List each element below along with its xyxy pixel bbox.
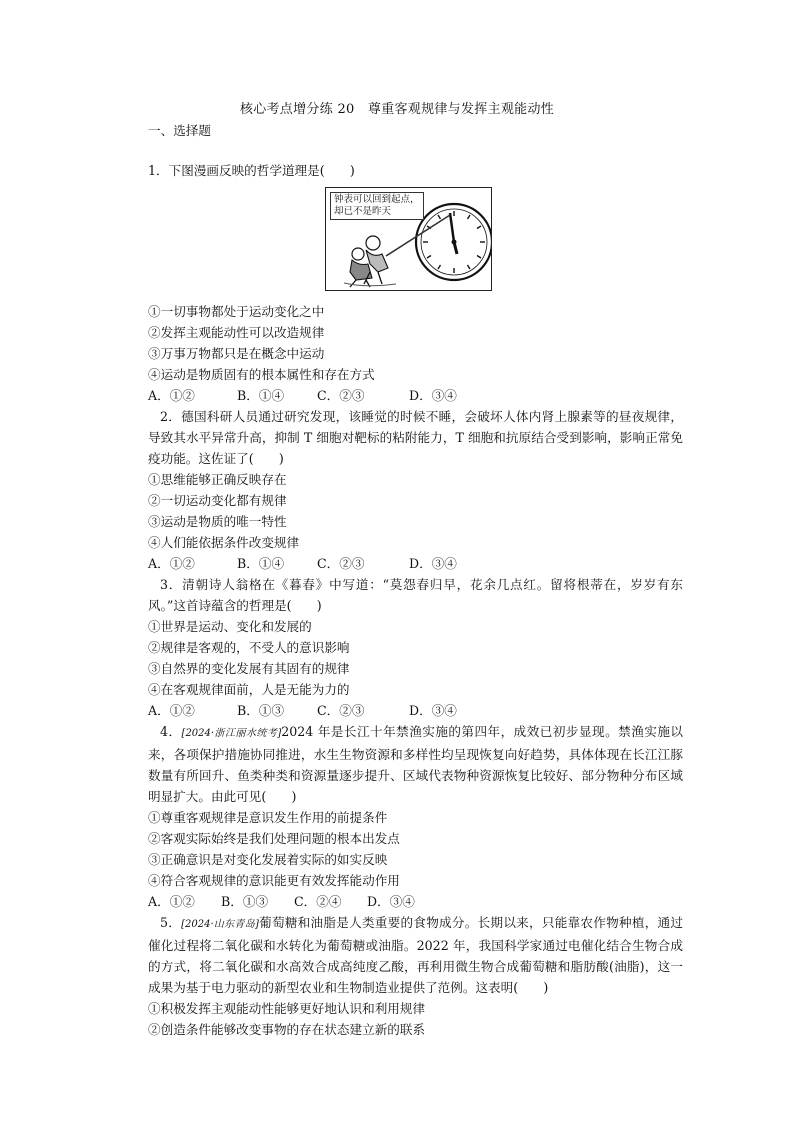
answer-a: A．①② [148,556,195,571]
option-4: ④运动是物质固有的根本属性和存在方式 [148,367,375,382]
question-source: [2024·山东青岛] [181,919,259,930]
question-text: 葡萄糖和油脂是人类重要的食物成分。长期以来，只能靠农作物种植，通过催化过程将二氧化碳和水转化为葡萄糖或油脂。2022 年，我国科学家通过电催化结合生物合成的方式，将二氧化碳和水高效合成高纯度乙酸，再利用微生物合成葡萄糖和脂肪酸(油脂)，这一成果为基于电力驱动的新型农业和生物制造业提供了范例。这表明( ) [148,915,683,995]
question-stem [148,721,683,807]
option-3: ③运动是物质的唯一特性 [148,514,287,529]
option-1: ①一切事物都处于运动变化之中 [148,304,325,319]
question-list [148,160,683,1040]
question-4 [148,721,683,912]
answer-b: B．①③ [237,703,285,718]
answer-d: D．③④ [367,894,415,909]
question-5 [148,912,683,1040]
option-1: ①世界是运动、变化和发展的 [148,619,312,634]
cartoon-caption [330,192,424,220]
answer-d: D．③④ [409,556,457,571]
option-3: ③正确意识是对变化发展着实际的如实反映 [148,852,388,867]
option-1: ①思维能够正确反映存在 [148,472,287,487]
answer-c: C．②③ [317,556,365,571]
answer-b: B．①④ [237,388,285,403]
answer-d: D．③④ [409,388,457,403]
question-stem [148,912,683,998]
option-4: ④人们能依据条件改变规律 [148,535,300,550]
answer-a: A．①② [148,894,195,909]
answer-a: A．①② [148,388,195,403]
answer-c: C．②③ [317,703,365,718]
option-1: ①尊重客观规律是意识发生作用的前提条件 [148,810,388,825]
question-number: 5． [160,915,182,930]
answer-choices [148,891,683,912]
cartoon-caption-line-1: 钟表可以回到起点， [334,194,420,205]
question-stem: 3．清朝诗人翁格在《暮春》中写道：“莫怨春归早，花余几点红。留将根蒂在，岁岁有东风。”这首诗蕴含的哲理是( ) [148,577,683,613]
section-heading: 一、选择题 [148,123,211,138]
option-2: ②创造条件能够改变事物的存在状态建立新的联系 [148,1022,426,1037]
answer-a: A．①② [148,703,195,718]
question-source: [2024·浙江丽水统考] [181,728,282,739]
option-2: ②客观实际始终是我们处理问题的根本出发点 [148,831,400,846]
question-stem: 1．下图漫画反映的哲学道理是( ) [148,163,355,178]
option-4: ④符合客观规律的意识能更有效发挥能动作用 [148,873,400,888]
page-title: 核心考点增分练 20 尊重客观规律与发挥主观能动性 [239,102,555,117]
option-4: ④在客观规律面前，人是无能为力的 [148,682,350,697]
answer-choices [148,385,683,406]
option-2: ②规律是客观的，不受人的意识影响 [148,640,350,655]
question-1 [148,160,683,406]
cartoon-caption-line-2: 却已不是昨天 [334,206,392,217]
option-2: ②发挥主观能动性可以改造规律 [148,325,325,340]
answer-choices [148,553,683,574]
option-2: ②一切运动变化都有规律 [148,493,287,508]
clock-cartoon [325,187,492,291]
question-stem: 2．德国科研人员通过研究发现，该睡觉的时候不睡，会破坏人体内肾上腺素等的昼夜规律，导致其水平异常升高，抑制 T 细胞对靶标的粘附能力，T 细胞和抗原结合受到影响，影响正常免疫功能。这佐证了( ) [148,409,683,466]
answer-b: B．①③ [221,894,269,909]
answer-choices [148,700,683,721]
answer-c: C．②③ [317,388,365,403]
question-text: 2024 年是长江十年禁渔实施的第四年，成效已初步显现。禁渔实施以来，各项保护措施协同推进，水生生物资源和多样性均呈现恢复向好趋势，具体体现在长江江豚数量有所回升、鱼类种类和资源量逐步提升、区域代表物种资源恢复比较好、部分物种分布区域明显扩大。由此可见( ) [148,724,683,804]
option-1: ①积极发挥主观能动性能够更好地认识和利用规律 [148,1001,426,1016]
question-3 [148,574,683,721]
option-3: ③万事万物都只是在概念中运动 [148,346,325,361]
answer-d: D．③④ [409,703,457,718]
question-2 [148,406,683,574]
option-3: ③自然界的变化发展有其固有的规律 [148,661,350,676]
answer-b: B．①④ [237,556,285,571]
answer-c: C．②④ [294,894,342,909]
question-number: 4． [160,724,182,739]
